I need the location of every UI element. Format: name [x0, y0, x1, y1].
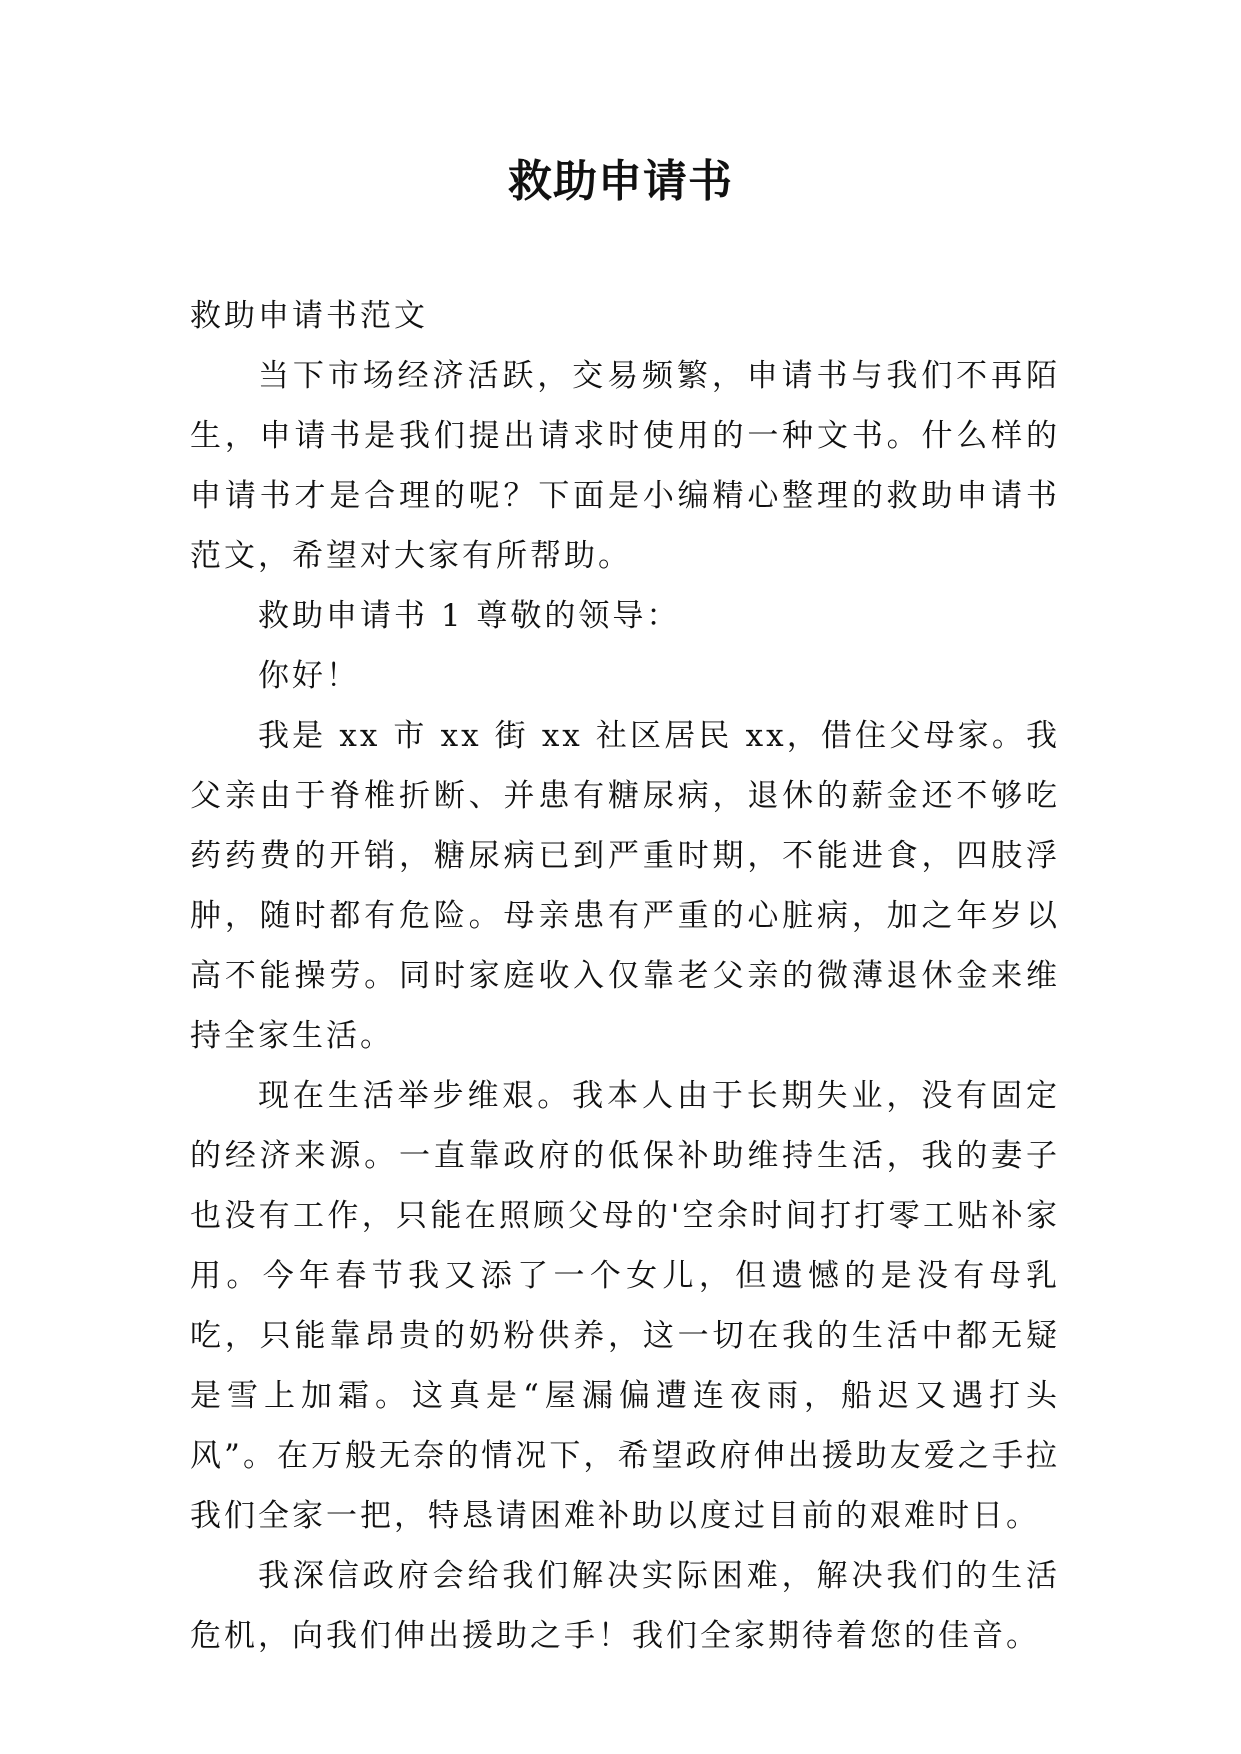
body-paragraph: 我是 xx 市 xx 街 xx 社区居民 xx，借住父母家。我父亲由于脊椎折断、并患有糖尿病，退休的薪金还不够吃药药费的开销，糖尿病已到严重时期，不能进食，四肢浮肿，随时都有危险。母亲患有严重的心脏病，加之年岁以高不能操劳。同时家庭收入仅靠老父亲的微薄退休金来维持全家生活。: [190, 718, 1060, 1054]
document-title: 救助申请书: [508, 156, 733, 207]
document-body: [190, 286, 1060, 1666]
letter-greeting: 你好！: [258, 658, 360, 694]
section-heading: 救助申请书范文: [190, 298, 428, 334]
letter-salutation: 救助申请书 1 尊敬的领导：: [258, 598, 681, 634]
body-paragraph: 现在生活举步维艰。我本人由于长期失业，没有固定的经济来源。一直靠政府的低保补助维持生活，我的妻子也没有工作，只能在照顾父母的'空余时间打打零工贴补家用。今年春节我又添了一个女儿，但遗憾的是没有母乳吃，只能靠昂贵的奶粉供养，这一切在我的生活中都无疑是雪上加霜。这真是“屋漏偏遭连夜雨，船迟又遇打头风”。在万般无奈的情况下，希望政府伸出援助友爱之手拉我们全家一把，特恳请困难补助以度过目前的艰难时日。: [190, 1078, 1060, 1534]
closing-paragraph: 我深信政府会给我们解决实际困难，解决我们的生活危机，向我们伸出援助之手！我们全家期待着您的佳音。: [190, 1558, 1060, 1654]
intro-paragraph: 当下市场经济活跃，交易频繁，申请书与我们不再陌生，申请书是我们提出请求时使用的一种文书。什么样的申请书才是合理的呢？下面是小编精心整理的救助申请书范文，希望对大家有所帮助。: [190, 358, 1060, 574]
